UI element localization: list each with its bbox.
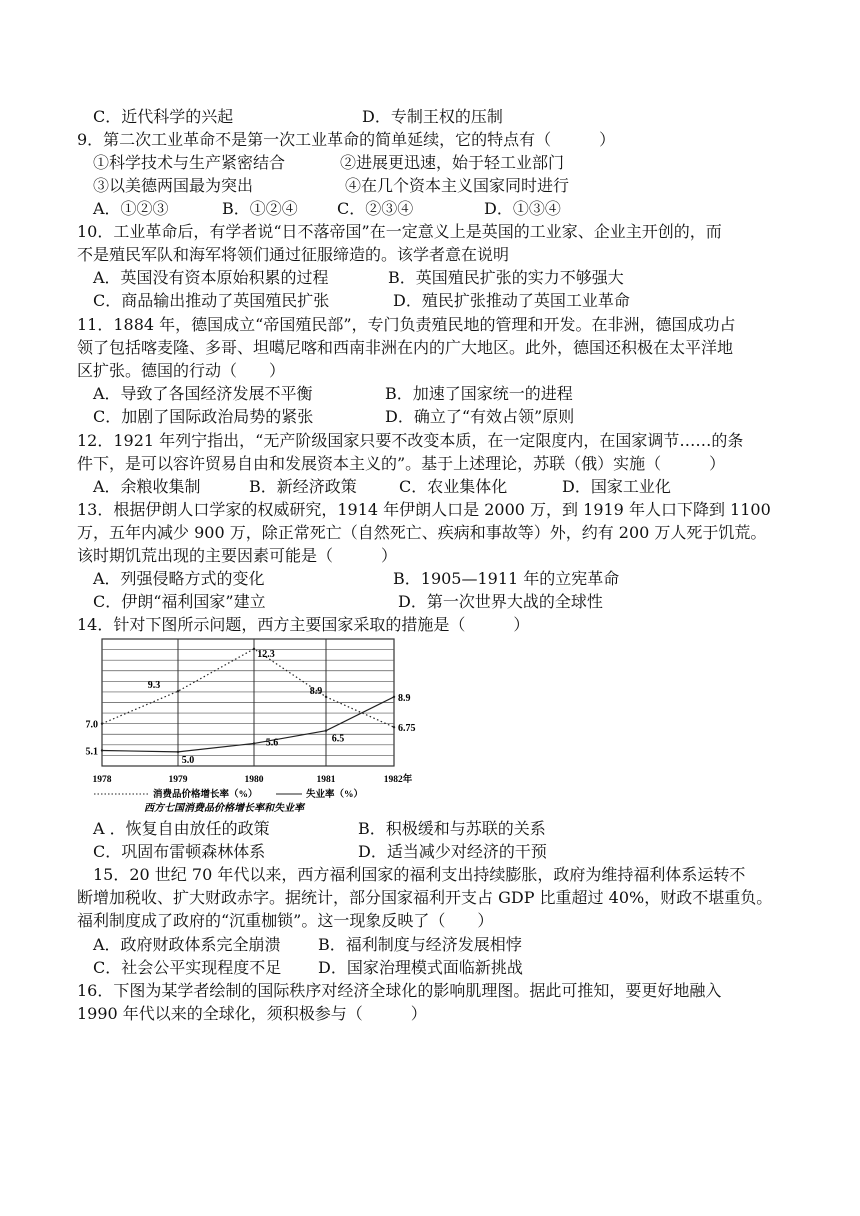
q9-option-a: A．①②③ <box>93 199 169 218</box>
q12-option-d: D．国家工业化 <box>562 477 671 496</box>
option-d-line: D．专制王权的压制 <box>362 107 503 126</box>
q11-stem-3: 区扩张。德国的行动（ ） <box>77 361 286 380</box>
data-label-unemployment: 5.6 <box>265 737 279 749</box>
q16-stem-2: 1990 年代以来的全球化，须积极参与（ ） <box>77 1004 427 1023</box>
series-line-unemployment <box>102 697 394 752</box>
q12-option-a: A．余粮收集制 <box>93 477 201 496</box>
data-point-cpi <box>325 696 327 698</box>
q14-option-c: C．巩固布雷顿森林体系 <box>93 842 266 861</box>
x-tick-label: 1981 <box>316 775 336 785</box>
data-label-cpi: 9.3 <box>147 680 161 692</box>
data-point-cpi <box>177 690 179 692</box>
legend-label-unemployment: 失业率（%） <box>306 790 364 800</box>
data-label-cpi: 6.75 <box>398 723 416 735</box>
data-point-unemployment <box>177 751 179 753</box>
data-label-unemployment: 5.0 <box>181 754 195 766</box>
q15-stem-1: 15．20 世纪 70 年代以来，西方福利国家的福利支出持续膨胀，政府为维持福利体系运转不 <box>93 865 746 884</box>
q9-item-3: ③以美德两国最为突出 <box>93 176 254 195</box>
q15-stem-3: 福利制度成了政府的“沉重枷锁”。这一现象反映了（ ） <box>77 911 494 930</box>
data-point-cpi <box>253 648 255 650</box>
q11-option-d: D．确立了“有效占领”原则 <box>385 407 575 426</box>
data-point-unemployment <box>393 696 395 698</box>
data-point-unemployment <box>253 742 255 744</box>
q9-stem: 9．第二次工业革命不是第一次工业革命的简单延续，它的特点有（ ） <box>77 130 616 149</box>
q14-stem: 14．针对下图所示问题，西方主要国家采取的措施是（ ） <box>77 615 530 634</box>
q9-item-1: ①科学技术与生产紧密结合 <box>93 153 286 172</box>
q14-option-a: A ．恢复自由放任的政策 <box>93 819 270 838</box>
series-line-cpi <box>102 649 394 727</box>
q11-stem-1: 11．1884 年，德国成立“帝国殖民部”，专门负责殖民地的管理和开发。在非洲，德国成功占 <box>77 315 736 334</box>
q13-stem-3: 该时期饥荒出现的主要因素可能是（ ） <box>77 546 398 565</box>
q14-option-d: D．适当减少对经济的干预 <box>358 842 547 861</box>
q13-option-b: B．1905—1911 年的立宪革命 <box>393 569 620 588</box>
x-tick-label: 1982年 <box>383 775 413 785</box>
q14-option-b: B．积极缓和与苏联的关系 <box>358 819 546 838</box>
chart-caption: 西方七国消费品价格增长率和失业率 <box>144 803 304 814</box>
data-label-cpi: 8.9 <box>309 685 323 697</box>
q15-option-b: B．福利制度与经济发展相悖 <box>318 935 522 954</box>
q15-option-c: C．社会公平实现程度不足 <box>93 958 282 977</box>
cpi-unemployment-chart <box>80 636 430 814</box>
legend-label-cpi: 消费品价格增长率（%） <box>153 790 258 800</box>
q10-option-a: A．英国没有资本原始积累的过程 <box>93 268 329 287</box>
q12-option-c: C．农业集体化 <box>399 477 508 496</box>
q13-stem-1: 13．根据伊朗人口学家的权威研究，1914 年伊朗人口是 2000 万，到 1919 年人口下降到 1100 <box>77 500 771 519</box>
q12-stem-2: 件下，是可以容许贸易自由和发展资本主义的”。基于上述理论，苏联（俄）实施（ ） <box>77 454 726 473</box>
q9-option-c: C．②③④ <box>337 199 414 218</box>
q11-option-c: C．加剧了国际政治局势的紧张 <box>93 407 314 426</box>
q13-option-c: C．伊朗“福利国家”建立 <box>93 592 266 611</box>
q10-option-c: C．商品输出推动了英国殖民扩张 <box>93 291 330 310</box>
data-point-cpi <box>393 726 395 728</box>
q13-stem-2: 万，五年内减少 900 万，除正常死亡（自然死亡、疾病和事故等）外，约有 200 万人死于饥荒。 <box>77 523 767 542</box>
data-label-cpi: 7.0 <box>85 719 98 731</box>
q12-option-b: B．新经济政策 <box>249 477 357 496</box>
q10-option-d: D．殖民扩张推动了英国工业革命 <box>393 291 630 310</box>
data-label-unemployment: 8.9 <box>398 692 411 704</box>
q9-option-d: D．①③④ <box>484 199 561 218</box>
q10-stem-2: 不是殖民军队和海军将领们通过征服缔造的。该学者意在说明 <box>77 245 510 264</box>
data-label-unemployment: 5.1 <box>85 746 98 758</box>
q15-stem-2: 断增加税收、扩大财政赤字。据统计，部分国家福利开支占 GDP 比重超过 40%，财政不堪重负。 <box>77 888 773 907</box>
q12-stem-1: 12．1921 年列宁指出，“无产阶级国家只要不改变本质，在一定限度内，在国家调节……的条 <box>77 431 744 450</box>
q13-option-a: A．列强侵略方式的变化 <box>93 569 265 588</box>
data-point-cpi <box>101 722 103 724</box>
q10-option-b: B．英国殖民扩张的实力不够强大 <box>388 268 624 287</box>
data-label-unemployment: 6.5 <box>331 733 345 745</box>
q11-stem-2: 领了包括喀麦隆、多哥、坦噶尼喀和西南非洲在内的广大地区。此外，德国还积极在太平洋地 <box>77 338 734 357</box>
data-point-unemployment <box>101 749 103 751</box>
q10-stem-1: 10．工业革命后，有学者说“日不落帝国”在一定意义上是英国的工业家、企业主开创的，而 <box>77 222 722 241</box>
data-label-cpi: 12.3 <box>257 648 275 660</box>
q11-option-b: B．加速了国家统一的进程 <box>385 384 573 403</box>
q15-option-d: D．国家治理模式面临新挑战 <box>318 958 523 977</box>
q11-option-a: A．导致了各国经济发展不平衡 <box>93 384 313 403</box>
option-c-line: C．近代科学的兴起 <box>93 107 234 126</box>
q13-option-d: D．第一次世界大战的全球性 <box>398 592 603 611</box>
x-tick-label: 1979 <box>168 775 188 785</box>
data-point-unemployment <box>325 730 327 732</box>
x-tick-label: 1980 <box>244 775 264 785</box>
q16-stem-1: 16．下图为某学者绘制的国际秩序对经济全球化的影响肌理图。据此可推知，要更好地融入 <box>77 981 722 1000</box>
q9-item-2: ②进展更迅速，始于轻工业部门 <box>340 153 565 172</box>
q9-item-4: ④在几个资本主义国家同时进行 <box>345 176 570 195</box>
q9-option-b: B．①②④ <box>222 199 298 218</box>
x-tick-label: 1978 <box>92 775 112 785</box>
q15-option-a: A．政府财政体系完全崩溃 <box>93 935 281 954</box>
